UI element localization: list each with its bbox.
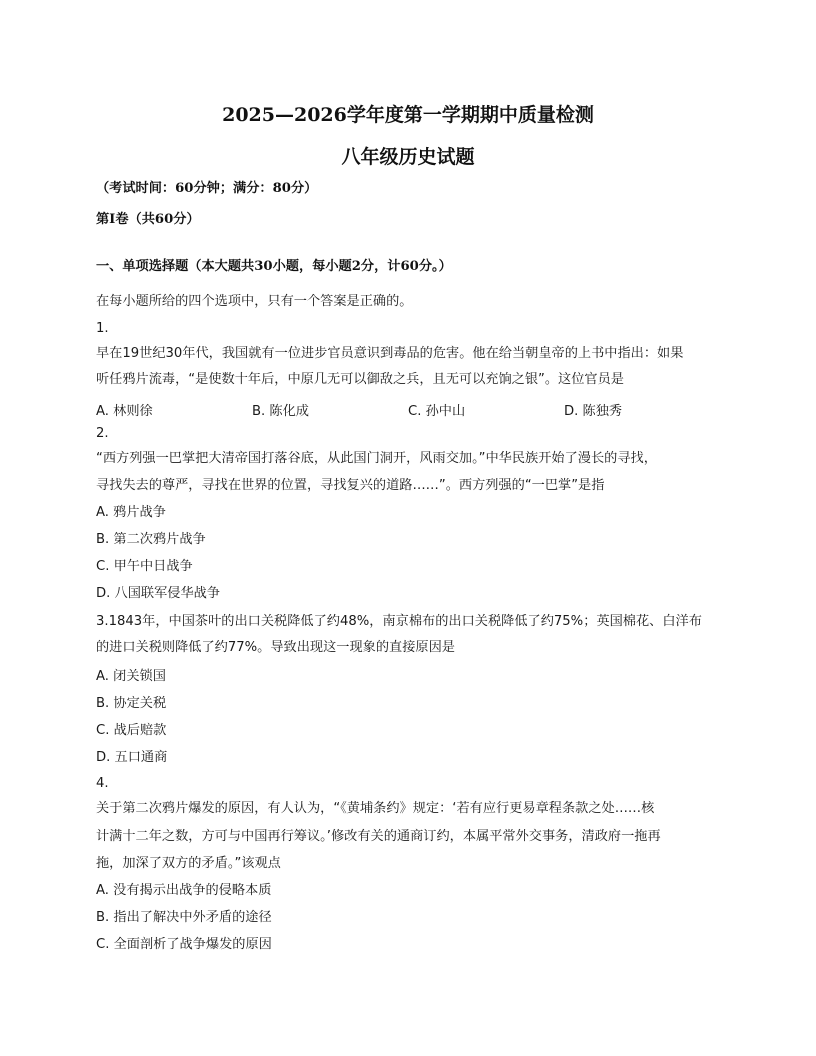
- question-4-option-b: B. 指出了解决中外矛盾的途径: [96, 910, 272, 925]
- question-4-option-a: A. 没有揭示出战争的侵略本质: [96, 883, 272, 898]
- exam-title: 2025—2026学年度第一学期期中质量检测: [222, 104, 594, 126]
- question-2-option-b: B. 第二次鸦片战争: [96, 532, 206, 547]
- exam-info: （考试时间：60分钟；满分：80分）: [96, 181, 318, 196]
- question-1-number: 1.: [96, 321, 109, 336]
- volume-heading: 第Ⅰ卷（共60分）: [96, 212, 200, 227]
- question-3-option-a: A. 闭关锁国: [96, 669, 166, 684]
- question-4-number: 4.: [96, 776, 109, 791]
- question-4-line-2: 计满十二年之数，方可与中国再行筹议。’修改有关的通商订约，本属平常外交事务，清政府一拖再: [96, 829, 661, 844]
- question-3-option-c: C. 战后赔款: [96, 723, 167, 738]
- question-3-option-d: D. 五口通商: [96, 750, 168, 765]
- question-2-line-2: 寻找失去的尊严，寻找在世界的位置，寻找复兴的道路……”。西方列强的“一巴掌”是指: [96, 478, 605, 493]
- question-2-number: 2.: [96, 426, 109, 441]
- question-4-line-3: 拖，加深了双方的矛盾。”该观点: [96, 856, 281, 871]
- question-1-line-2: 听任鸦片流毒，“是使数十年后，中原几无可以御敌之兵，且无可以充饷之银”。这位官员是: [96, 372, 624, 387]
- question-1-line-1: 早在19世纪30年代，我国就有一位进步官员意识到毒品的危害。他在给当朝皇帝的上书中指出：如果: [96, 346, 684, 361]
- section-instruction: 在每小题所给的四个选项中，只有一个答案是正确的。: [96, 294, 413, 309]
- question-1-option-c: C. 孙中山: [408, 404, 466, 419]
- question-3-line-1: 3.1843年，中国茶叶的出口关税降低了约48%，南京棉布的出口关税降低了约75%；英国棉花、白洋布: [96, 614, 702, 629]
- question-1-option-b: B. 陈化成: [252, 404, 309, 419]
- section-heading: 一、单项选择题（本大题共30小题，每小题2分，计60分。）: [96, 259, 452, 274]
- question-2-option-c: C. 甲午中日战争: [96, 559, 193, 574]
- exam-subtitle: 八年级历史试题: [341, 146, 475, 168]
- question-4-option-c: C. 全面剖析了战争爆发的原因: [96, 937, 272, 952]
- question-3-option-b: B. 协定关税: [96, 696, 167, 711]
- question-4-line-1: 关于第二次鸦片爆发的原因，有人认为，“《黄埔条约》规定：‘若有应行更易章程条款之处……核: [96, 801, 655, 816]
- question-1-option-a: A. 林则徐: [96, 404, 153, 419]
- question-2-option-a: A. 鸦片战争: [96, 505, 166, 520]
- question-2-option-d: D. 八国联军侵华战争: [96, 586, 221, 601]
- question-2-line-1: “西方列强一巴掌把大清帝国打落谷底，从此国门洞开，风雨交加。”中华民族开始了漫长的寻找，: [96, 451, 657, 466]
- question-1-option-d: D. 陈独秀: [564, 404, 623, 419]
- question-3-line-2: 的进口关税则降低了约77%。导致出现这一现象的直接原因是: [96, 640, 455, 655]
